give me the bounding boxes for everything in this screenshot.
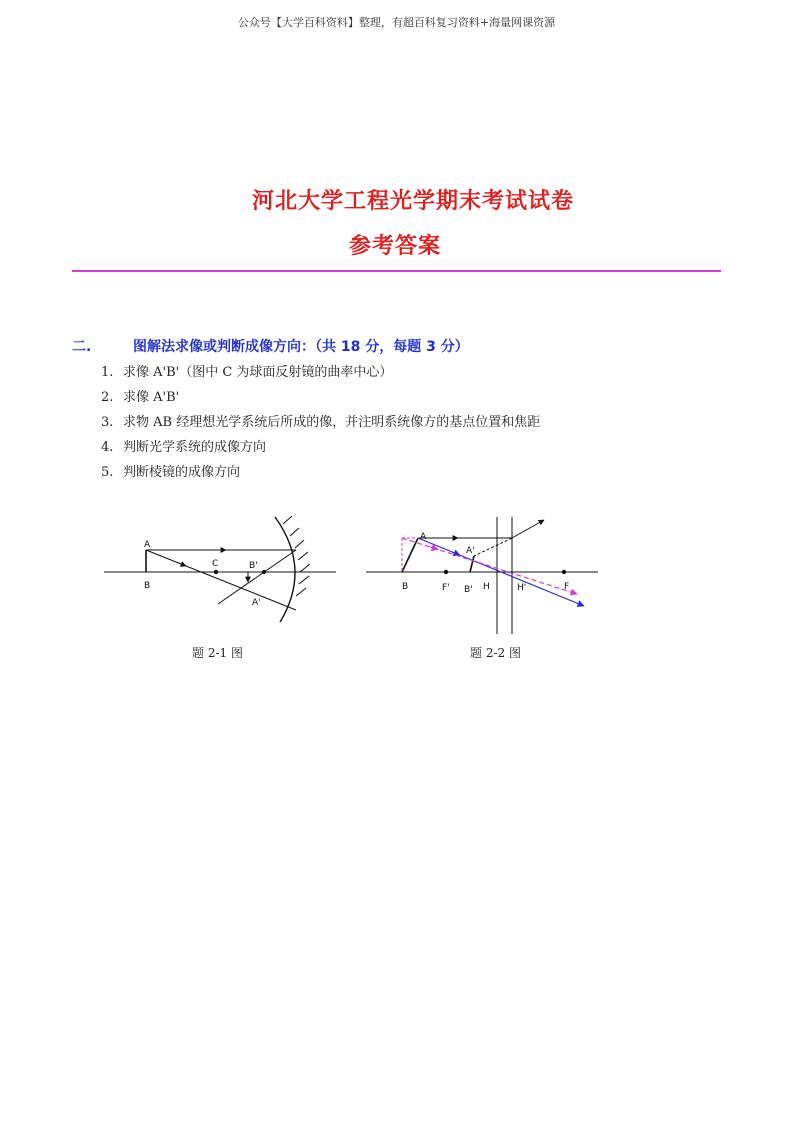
figure-2-1-mirror-diagram [100, 512, 345, 622]
label-f: F [564, 582, 570, 592]
question-text: 判断光学系统的成像方向 [123, 440, 267, 455]
point-f [562, 570, 566, 574]
ray-emergent [512, 520, 544, 538]
label-hp: H' [517, 583, 527, 593]
question-item [101, 361, 540, 386]
question-number: 4. [101, 440, 114, 455]
label-fp: F' [442, 583, 450, 593]
point-focus [262, 570, 266, 574]
label-bp: B' [464, 585, 473, 595]
figure-2-1-caption: 题 2-1 图 [192, 646, 243, 660]
question-item [101, 436, 540, 461]
label-ap: A' [252, 598, 261, 608]
header-note: 公众号【大学百科资料】整理，有超百科复习资料+海量网课资源 [237, 16, 556, 29]
label-b: B [144, 581, 151, 591]
question-item [101, 461, 540, 486]
question-number: 1. [101, 365, 114, 380]
point-fp [444, 570, 448, 574]
question-number: 2. [101, 390, 114, 405]
object-ab [402, 538, 418, 572]
question-number: 5. [101, 465, 114, 480]
concave-mirror [275, 517, 295, 622]
question-text: 求像 A'B' [123, 390, 180, 405]
question-text: 求像 A'B'（图中 C 为球面反射镜的曲率中心） [123, 365, 393, 380]
section-number: 二. [72, 339, 92, 355]
image-apbp [470, 556, 474, 572]
section-title: 图解法求像或判断成像方向：（共 18 分，每题 3 分） [133, 339, 469, 355]
question-text: 求物 AB 经理想光学系统后所成的像，并注明系统像方的基点位置和焦距 [123, 415, 541, 430]
figure-2-2-caption: 题 2-2 图 [470, 646, 521, 660]
question-item [101, 411, 540, 436]
ray-reflected [218, 550, 296, 604]
title-divider [72, 270, 721, 272]
page-subtitle: 参考答案 [349, 233, 442, 259]
ray-through-center [146, 550, 296, 610]
label-a: A [420, 532, 427, 542]
label-a: A [144, 540, 151, 550]
label-ap: A' [466, 546, 475, 556]
label-c: C [212, 559, 219, 569]
ray-back-extension [474, 538, 512, 556]
label-h: H [483, 582, 490, 592]
question-text: 判断棱镜的成像方向 [123, 465, 241, 480]
question-number: 3. [101, 415, 114, 430]
figure-2-2-system-diagram [362, 512, 607, 637]
point-c [214, 570, 218, 574]
label-b: B [402, 582, 409, 592]
page-title: 河北大学工程光学期末考试试卷 [252, 188, 575, 214]
label-bp: B' [249, 561, 258, 571]
question-item [101, 386, 540, 411]
question-list [101, 361, 540, 486]
